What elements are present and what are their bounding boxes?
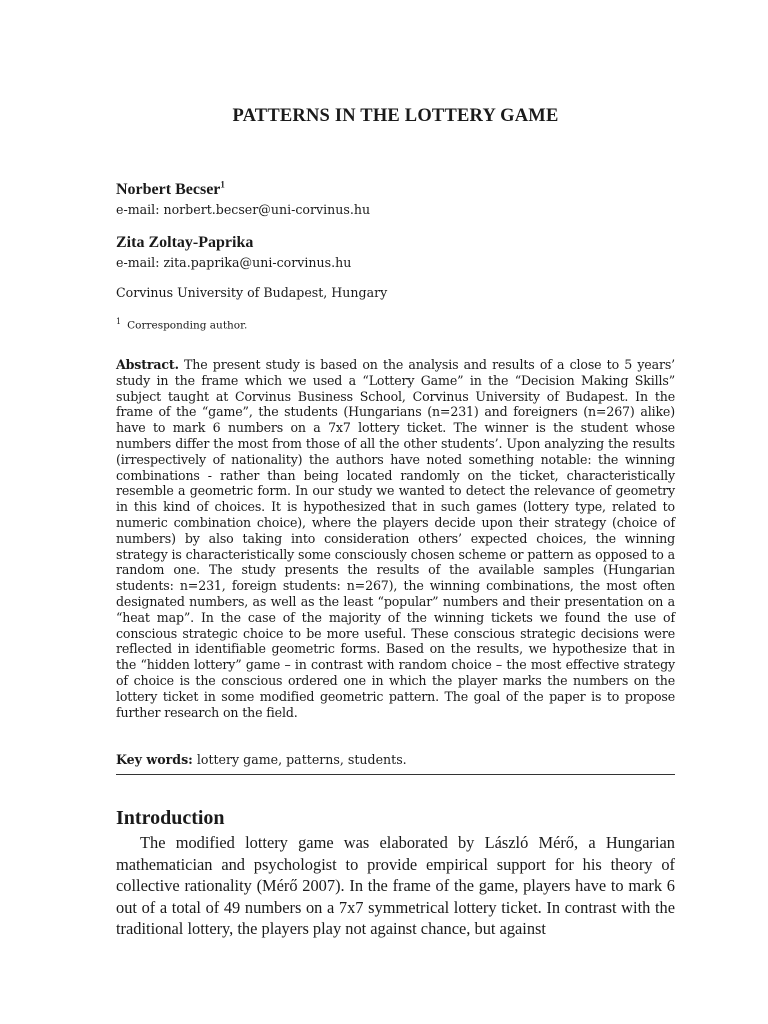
footnote-text: Corresponding author. bbox=[127, 319, 248, 332]
section-heading-introduction: Introduction bbox=[116, 807, 225, 829]
keywords bbox=[116, 752, 407, 767]
keywords-text: lottery game, patterns, students. bbox=[196, 752, 407, 767]
abstract-text: The present study is based on the analysis and results of a close to 5 years’ study in the frame which we used a “Lottery Game” in the “Decision Making Skills” subject taught at Corvinus Business School, Corvinus University of Budapest. In the frame of the “game”, the students (Hungarians (n=231) and foreigners (n=267) alike) have to mark 6 numbers on a 7x7 lottery ticket. The winner is the student whose numbers differ the most from those of all the other students’. Upon analyzing the results (irrespectively of nationality) the authors have noted something notable: the winning combinations - rather than being located randomly on the ticket, characteristically resemble a geometric form. In our study we wanted to detect the relevance of geometry in this kind of choices. It is hypothesized that in such games (lottery type, related to numeric combination choice), where the players decide upon their strategy (choice of numbers) by also taking into consideration others’ expected choices, the winning strategy is characteristically some consciously chosen scheme or pattern as opposed to a random one. The study presents the results of the available samples (Hungarian students: n=231, foreign students: n=267), the winning combinations, the most often designated numbers, as well as the least “popular” numbers and their presentation on a “heat map”. In the case of the majority of the winning tickets we found the use of conscious strategic choice to be more useful. These conscious strategic decisions were reflected in identifiable geometric forms. Based on the results, we hypothesize that in the “hidden lottery” game – in contrast with random choice – the most effective strategy of choice is the conscious ordered one in which the player marks the numbers on the lottery ticket in some modified geometric pattern. The goal of the paper is to propose further research on the field. bbox=[116, 357, 675, 720]
abstract bbox=[116, 357, 675, 720]
author-footnote-mark: 1 bbox=[220, 179, 225, 190]
keywords-label: Key words: bbox=[116, 752, 193, 767]
footnote bbox=[116, 317, 247, 332]
author-name-2: Zita Zoltay-Paprika bbox=[116, 234, 254, 251]
paper-title: PATTERNS IN THE LOTTERY GAME bbox=[232, 106, 559, 126]
author-name-1 bbox=[116, 181, 225, 199]
introduction-paragraph: The modified lottery game was elaborated by László Mérő, a Hungarian mathematician and psychologist to provide empirical support for his theory of collective rationality (Mérő 2007). In the frame of the game, players have to mark 6 out of a total of 49 numbers on a 7x7 symmetrical lottery ticket. In contrast with the traditional lottery, the players play not against chance, but against bbox=[116, 833, 675, 938]
section-divider bbox=[116, 774, 675, 775]
author-email-1: e-mail: norbert.becser@uni-corvinus.hu bbox=[116, 202, 371, 217]
affiliation: Corvinus University of Budapest, Hungary bbox=[116, 285, 388, 300]
author-email-2: e-mail: zita.paprika@uni-corvinus.hu bbox=[116, 255, 352, 270]
abstract-label: Abstract. bbox=[116, 357, 179, 372]
author-name-text: Norbert Becser bbox=[116, 181, 221, 198]
footnote-mark: 1 bbox=[116, 317, 122, 326]
